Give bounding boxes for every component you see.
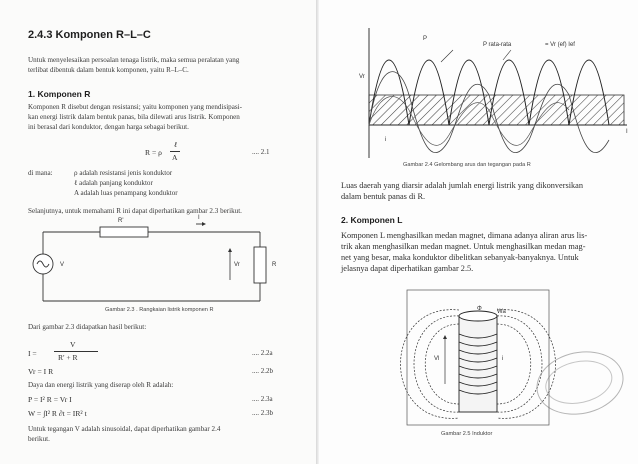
- eq1-denominator: A: [172, 153, 178, 162]
- wave-label-i-left: i: [385, 137, 387, 143]
- eq2a-denominator: R' + R: [58, 353, 78, 362]
- inductor-label-wa: Wa: [497, 309, 506, 315]
- label-r-prime: R': [118, 218, 124, 224]
- eq2a-fraction-bar: [54, 351, 98, 352]
- wave-label-v-eff: = Vr (ef) Ief: [545, 42, 575, 48]
- label-i: I: [198, 215, 200, 221]
- label-r: R: [272, 262, 277, 268]
- waveform-figure: [319, 0, 638, 160]
- eq3a: P = I² R = Vr I: [28, 395, 72, 404]
- section-title: 2.4.3 Komponen R–L–C: [28, 29, 151, 41]
- body4: Daya dan energi listrik yang diserap oleh R adalah:: [28, 381, 174, 389]
- body1-line-1: Komponen R disebut dengan resistansi; yaitu komponen yang mendisipasi-: [28, 103, 242, 111]
- eq2a-lhs: I =: [28, 349, 37, 358]
- right-body1-line-2: dalam bentuk panas di R.: [341, 192, 426, 201]
- label-v: V: [60, 262, 65, 268]
- eq1-lhs: R = ρ: [145, 148, 162, 157]
- right-body2-line-3: net yang besar, maka konduktor dibelitkan sebanyak-banyaknya. Untuk: [341, 253, 579, 262]
- right-body2-line-2: trik akan menghasilkan medan magnet. Untuk menghasilkan medan mag-: [341, 242, 586, 251]
- intro-line-1: Untuk menyelesaikan persoalan tenaga listrik, maka semua peralatan yang: [28, 56, 240, 64]
- wave-label-i-right: I: [626, 129, 628, 135]
- where-line-2: ℓ adalah panjang konduktor: [74, 179, 153, 187]
- body5-line-1: Untuk tegangan V adalah sinusoidal, dapat diperhatikan gambar 2.4: [28, 425, 221, 433]
- wave-label-vr: Vr: [359, 74, 365, 80]
- inductor-label-phi: Φ: [477, 306, 482, 312]
- right-body2-line-1: Komponen L menghasilkan medan magnet, dimana adanya aliran arus lis-: [341, 231, 588, 240]
- where-label: di mana:: [28, 169, 53, 177]
- inductor-label-i: i: [502, 356, 504, 362]
- eq3b-number: .... 2.3b: [252, 409, 273, 417]
- eq1-numerator: ℓ: [174, 140, 178, 149]
- intro-line-2: terlibat dibentuk dalam bentuk komponen, yaitu R–L–C.: [28, 66, 189, 74]
- body1-line-3: ini berasal dari konduktor, dengan harga sebagai berikut.: [28, 123, 189, 131]
- right-body1-line-1: Luas daerah yang diarsir adalah jumlah energi listrik yang dikonversikan: [341, 181, 583, 190]
- label-vr: Vr: [234, 262, 240, 268]
- subsection-title-r: 1. Komponen R: [28, 89, 91, 99]
- wave-label-p-avg: P rata-rata: [483, 42, 512, 48]
- eq1-number: .... 2.1: [252, 148, 270, 156]
- circuit-caption: Gambar 2.3 . Rangkaian listrik komponen R: [105, 307, 214, 313]
- right-body2-line-4: jelasnya dapat diperhatikan gambar 2.5.: [341, 264, 474, 273]
- eq2b-number: .... 2.2b: [252, 367, 273, 375]
- where-line-3: A adalah luas penampang konduktor: [74, 189, 178, 197]
- body3: Dari gambar 2.3 didapatkan hasil berikut:: [28, 323, 147, 331]
- eq2b: Vr = I R: [28, 367, 54, 376]
- eq2a-number: .... 2.2a: [252, 349, 273, 357]
- where-line-1: ρ adalah resistansi jenis konduktor: [74, 169, 173, 177]
- wave-caption: Gambar 2.4 Gelombang arus dan tegangan pada R: [403, 162, 531, 168]
- eq1-fraction-bar: [170, 151, 180, 152]
- subsection-title-l: 2. Komponen L: [341, 215, 403, 225]
- eq3b: W = ∫I² R ∂t = IR² t: [28, 409, 87, 418]
- body2: Selanjutnya, untuk memahami R ini dapat diperhatikan gambar 2.3 berikut.: [28, 207, 242, 215]
- body5-line-2: berikut.: [28, 435, 50, 443]
- wave-label-p: P: [423, 36, 428, 42]
- eq2a-numerator: V: [70, 340, 76, 349]
- eq3a-number: .... 2.3a: [252, 395, 273, 403]
- body1-line-2: kan energi listrik dalam bentuk panas, bila dilewati arus listrik. Komponen: [28, 113, 240, 121]
- inductor-label-vl: Vl: [434, 356, 440, 362]
- inductor-caption: Gambar 2.5 Induktor: [441, 431, 493, 437]
